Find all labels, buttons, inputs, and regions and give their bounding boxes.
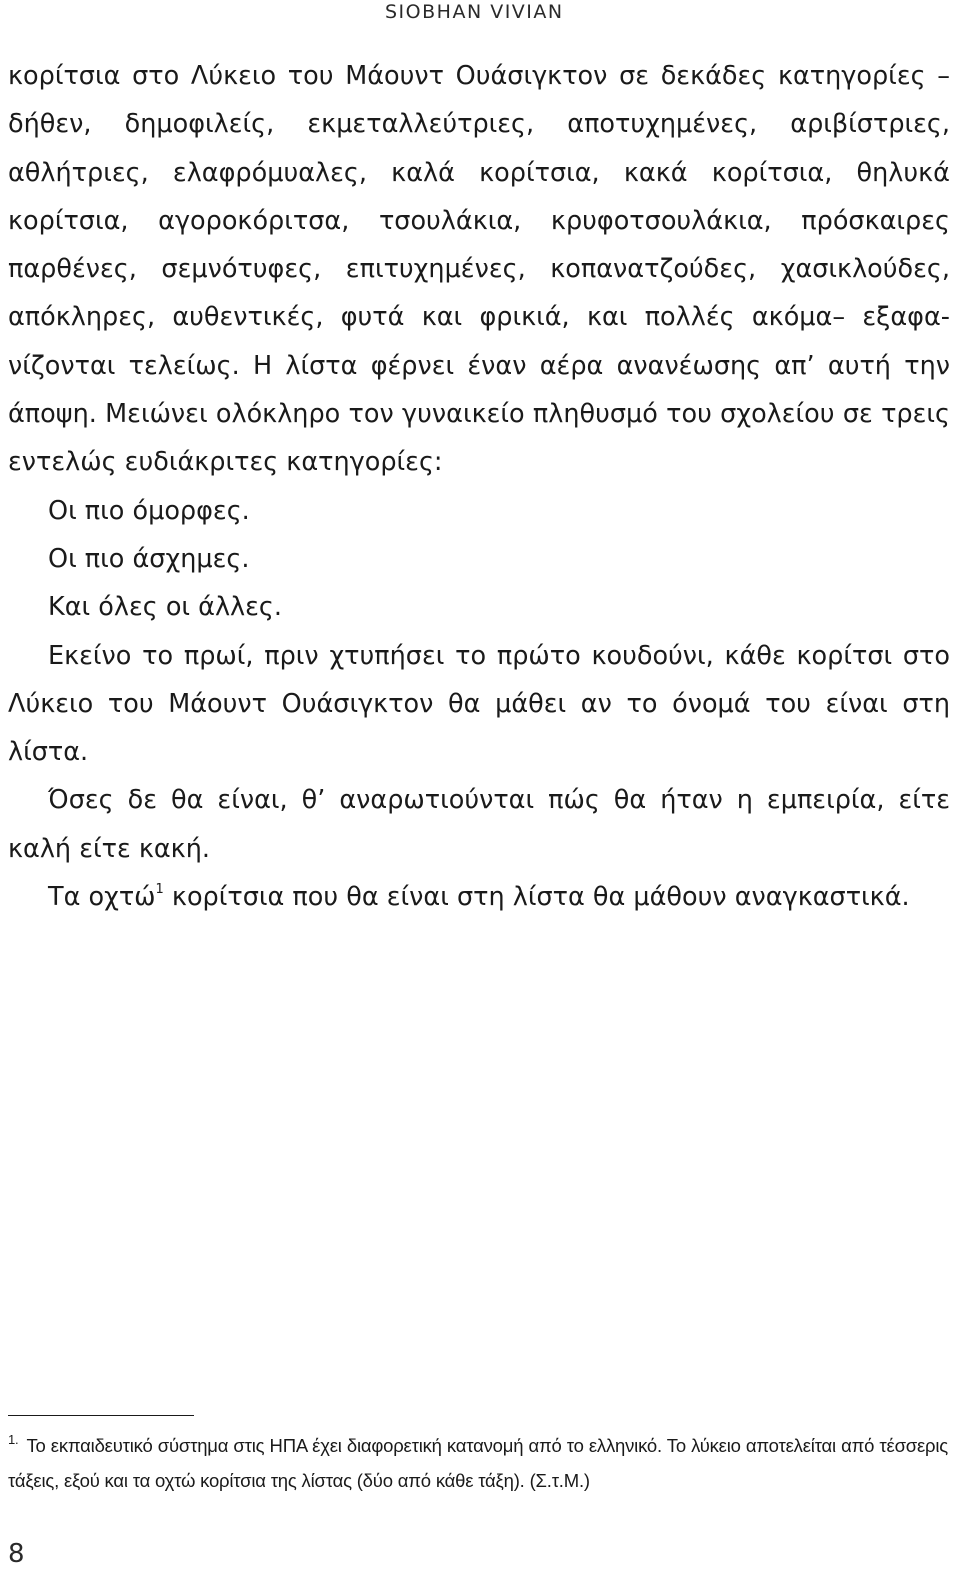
paragraph-categories: κορίτσια στο Λύκειο του Μάουντ Ουάσιγκτον σε δεκάδες κατηγορίες –δήθεν, δημοφιλείς, εκμεταλλεύτριες, αποτυχημένες, αριβίστριες, αθλήτριες, ελαφρόμυαλες, καλά κορίτσια, κακά κορίτσια, θηλυκά κορίτσια, αγοροκόριτσα, τσουλάκια, κρυφοτσουλάκια, πρόσκαιρες παρθένες, σεμνότυφες, επιτυχημένες, κοπανατζούδες, χασικλούδες, απόκληρες, αυθεντικές, φυτά και φρικιά, και πολλές ακόμα– εξαφανίζονται τελείως. Η λίστα φέρνει έναν αέρα ανανέωσης απ’ αυτή την άποψη. Μειώνει ολόκληρο τον γυναικείο πληθυσμό του σχολείου σε τρεις εντελώς ευδιάκριτες κατηγορίες: [8, 61, 950, 478]
footnote [8, 1422, 948, 1498]
paragraph-eight-girls [8, 873, 950, 921]
running-header: SIOBHAN VIVIAN [385, 1, 564, 23]
page-number: 8 [8, 1539, 25, 1569]
paragraph-not-on-list: Όσες δε θα είναι, θ’ αναρωτιούνται πώς θα ήταν η εμπειρία, είτε καλή είτε κακή. [8, 785, 950, 864]
list-line-others: Και όλες οι άλλες. [48, 592, 282, 623]
footnote-number: 1. [8, 1432, 19, 1447]
list-line-prettiest: Οι πιο όμορφες. [48, 495, 250, 526]
eight-girls-text-start: Τα οχτώ [48, 882, 156, 913]
eight-girls-text-end: κορίτσια που θα είναι στη λίστα θα μάθουν αναγκαστικά. [163, 882, 910, 913]
footnote-text: Το εκπαιδευτικό σύστημα στις ΗΠΑ έχει διαφορετική κατανομή από το ελληνικό. Το λύκειο αποτελείται από τέσσερις τάξεις, εξού και τα οχτώ κορίτσια της λίστας (δύο από κάθε τάξη). (Σ.τ.Μ.) [8, 1435, 948, 1491]
body-text [8, 52, 950, 921]
footnote-rule [8, 1415, 194, 1416]
list-line-ugliest: Οι πιο άσχημες. [48, 543, 250, 574]
paragraph-morning: Εκείνο το πρωί, πριν χτυπήσει το πρώτο κουδούνι, κάθε κορίτσι στο Λύκειο του Μάουντ Ουάσιγκτον θα μάθει αν το όνομά του είναι στη λίστα. [8, 640, 950, 768]
footnote-reference[interactable]: 1 [155, 882, 164, 898]
